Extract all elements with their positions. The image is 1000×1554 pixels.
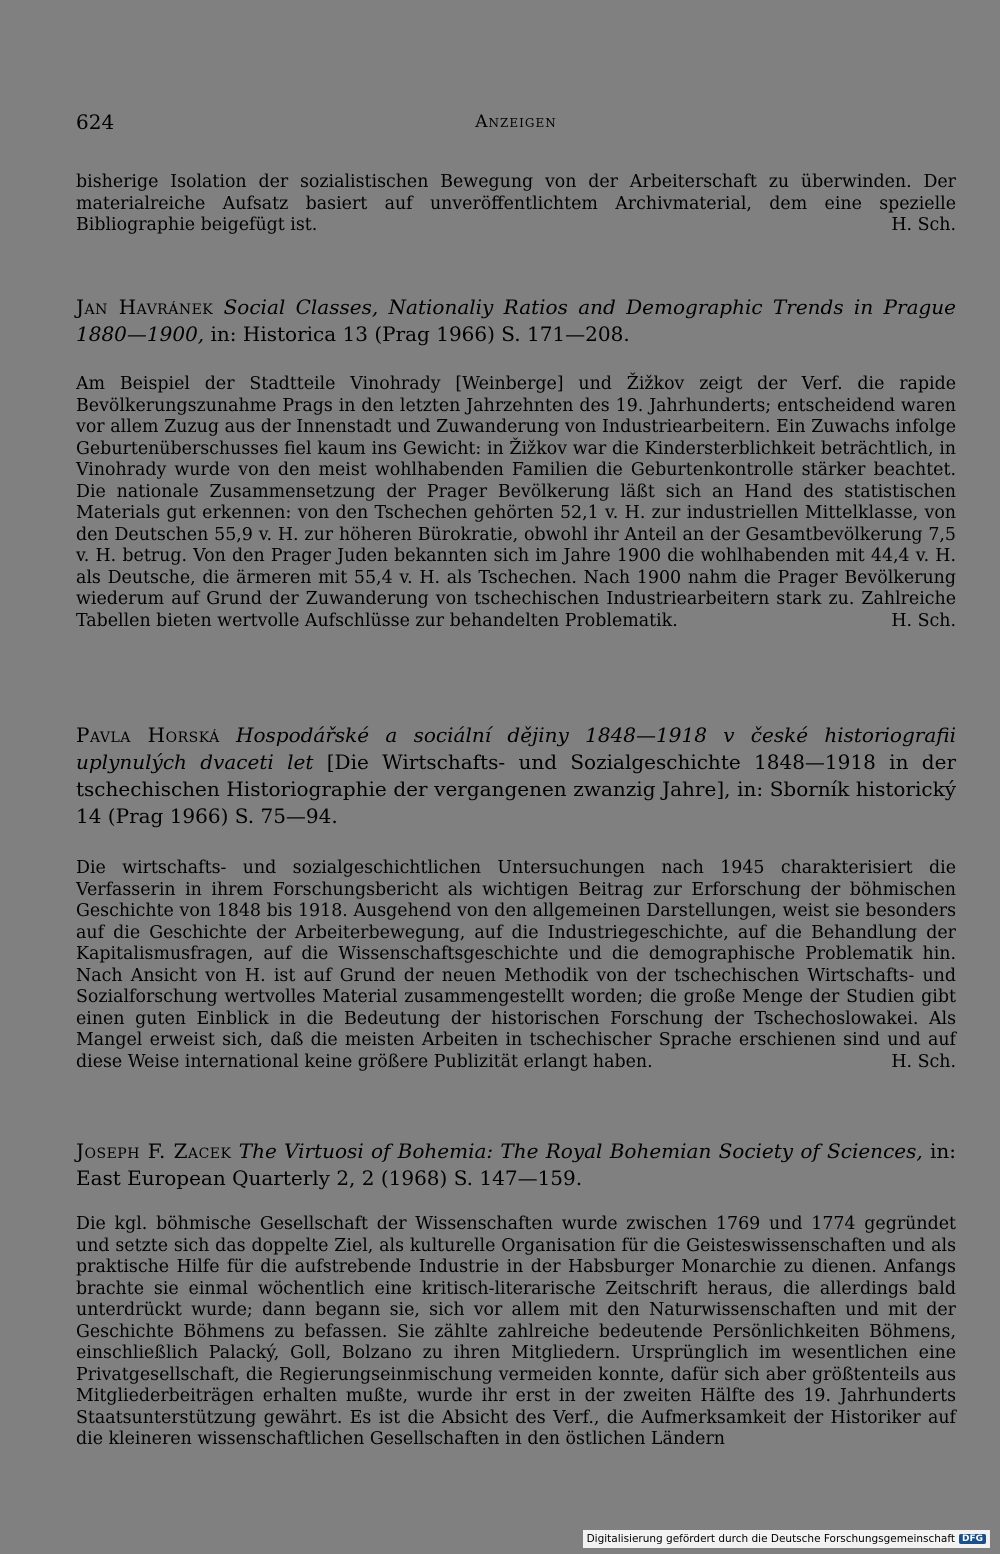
digitization-footer (583, 1530, 990, 1548)
entry-signature: H. Sch. (891, 610, 956, 631)
entry-signature: H. Sch. (891, 215, 956, 235)
entry-horska (76, 722, 956, 1073)
entry-body: Am Beispiel der Stadtteile Vinohrady [Weinberge] und Žižkov zeigt der Verf. die rapide Bevölkerungszunahme Prags in den letzten Jahrzehnten des 19. Jahrhunderts; entscheidend waren vor allem Zuzug aus der Innenstadt und Zuwanderung von Industriearbeitern. Ein Zuwachs infolge Geburtenüberschusses fiel kaum ins Gewicht: in Žižkov war die Kindersterblichkeit beträchtlich, in Vinohrady wurde von den meist wohlhabenden Familien die Geburtenkontrolle stärker beachtet. Die nationale Zusammensetzung der Prager Bevölkerung läßt sich an Hand des statistischen Materials gut erkennen: von den Tschechen gehörten 52,1 v. H. zur industriellen Mittelklasse, von den Deutschen 55,9 v. H. zur höheren Bürokratie, obwohl ihr Anteil an der Gesamtbevölkerung 7,5 v. H. betrug. Von den Prager Juden bekannten sich im Jahre 1900 die wohlhabenden mit 44,4 v. H. als Deutsche, die ärmeren mit 55,4 v. H. als Tschechen. Nach 1900 nahm die Prager Bevölkerung wiederum auf Grund der Zuwanderung von tschechischen Industriearbeitern stark zu. Zahlreiche Tabellen bieten wertvolle Aufschlüsse zur behandelten Problematik. (76, 374, 956, 631)
page-header (76, 110, 956, 140)
entry-author: Joseph F. Zacek (76, 1139, 232, 1163)
entry-havranek (76, 294, 956, 632)
entry-source: in: East European Quarterly 2, 2 (1968) S. 147—159. (76, 1139, 957, 1190)
entry-heading (76, 722, 956, 830)
entry-title: Social Classes, Nationaliy Ratios and Demographic Trends in Prague 1880—1900, (76, 295, 957, 346)
page-number: 624 (76, 110, 115, 134)
entry-body: bisherige Isolation der sozialistischen Bewegung von der Arbeiterschaft zu überwinden. Der materialreiche Aufsatz basiert auf unveröffentlichtem Archivmaterial, dem eine spezielle Bibliographie beigefügt ist. (76, 172, 956, 235)
entry-body: Die kgl. böhmische Gesellschaft der Wissenschaften wurde zwischen 1769 und 1774 gegründet und setzte sich das doppelte Ziel, als kulturelle Organisation für die Geisteswissenschaften und als praktische Hilfe für die aufstrebende Industrie in der Habsburger Monarchie zu dienen. Anfangs brachte sie einmal wöchentlich eine kritisch-literarische Zeitschrift heraus, die allerdings bald unterdrückt wurde; dann begann sie, sich vor allem mit den Naturwissenschaften und mit der Geschichte Böhmens zu befassen. Sie zählte zahlreiche bedeutende Persönlichkeiten Böhmens, einschließlich Palacký, Goll, Bolzano zu ihren Mitgliedern. Ursprünglich im wesentlichen eine Privatgesellschaft, die Regierungseinmischung vermeiden konnte, dafür sich aber größtenteils aus Mitgliederbeiträgen erhalten mußte, wurde ihr erst in der zweiten Hälfte des 19. Jahrhunderts Staatsunterstützung gewährt. Es ist die Absicht des Verf., die Aufmerksamkeit der Historiker auf die kleineren wissenschaftlichen Gesellschaften in den östlichen Ländern (76, 1214, 956, 1449)
entry-signature: H. Sch. (891, 1051, 956, 1072)
entry-title: Hospodářské a sociální dějiny 1848—1918 v české historiografii uplynulých dvaceti let (76, 723, 956, 774)
running-head: Anzeigen (475, 112, 557, 132)
entry-title: The Virtuosi of Bohemia: The Royal Bohemian Society of Sciences, (238, 1139, 923, 1163)
entry-source: [Die Wirtschafts- und Sozialgeschichte 1848—1918 in der tschechischen Historiographie der vergangenen zwanzig Jahre], in: Sborník historický 14 (Prag 1966) S. 75—94. (76, 750, 957, 828)
entry-heading (76, 294, 956, 348)
entry-zacek (76, 1138, 956, 1451)
entry-body: Die wirtschafts- und sozialgeschichtlichen Untersuchungen nach 1945 charakterisiert die Verfasserin in ihrem Forschungsbericht als wichtigen Beitrag zur Erforschung der böhmischen Geschichte von 1848 bis 1918. Ausgehend von den allgemeinen Darstellungen, weist sie besonders auf die Geschichte der Arbeiterbewegung, auf die Industriegeschichte, auf die Behandlung der Kapitalismusfragen, auf die Wissenschaftsgeschichte und die demographische Problematik hin. Nach Ansicht von H. ist auf Grund der neuen Methodik von der tschechischen Wirtschafts- und Sozialforschung wertvolles Material zusammengestellt worden; die große Menge der Studien gibt einen guten Einblick in die Bedeutung der historischen Forschung der Tschechoslowakei. Als Mangel erweist sich, daß die meisten Arbeiten in tschechischer Sprache erschienen sind und auf diese Weise international keine größere Publizität erlangt haben. (76, 858, 956, 1072)
entry-heading (76, 1138, 956, 1192)
entry-source: in: Historica 13 (Prag 1966) S. 171—208. (210, 322, 630, 346)
entry-author: Jan Havránek (76, 295, 214, 319)
entry-author: Pavla Horská (76, 723, 220, 747)
footer-text: Digitalisierung gefördert durch die Deutsche Forschungsgemeinschaft (586, 1533, 955, 1545)
entry-continuation (76, 172, 956, 237)
dfg-logo: DFG (959, 1534, 986, 1544)
